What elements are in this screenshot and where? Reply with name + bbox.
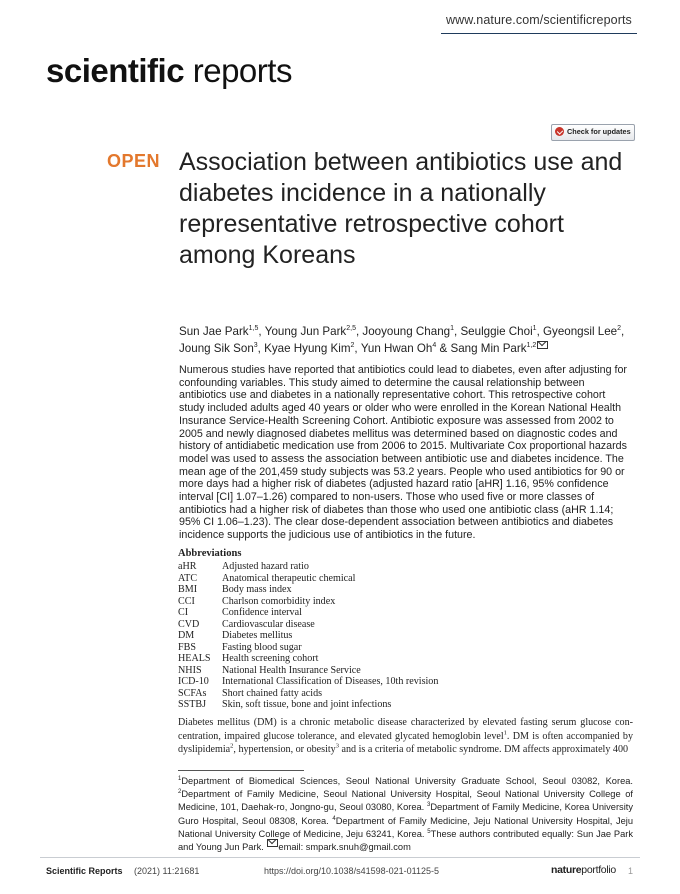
author: Gyeongsil Lee$^2$, bbox=[543, 325, 625, 338]
corresponding-email[interactable]: email: smpark.snuh@gmail.com bbox=[278, 842, 411, 853]
footer-doi-link[interactable]: https://doi.org/10.1038/s41598-021-01125-5 bbox=[264, 866, 439, 876]
author: Sun Jae Park$^{1,5}$, bbox=[179, 325, 265, 338]
citation-link[interactable]: 3 bbox=[335, 742, 339, 750]
abbreviation-row: BMI Body mass index bbox=[178, 584, 292, 595]
abbreviation-row: SSTBJ Skin, soft tissue, bone and joint infections bbox=[178, 699, 392, 710]
email-icon[interactable] bbox=[537, 341, 548, 349]
abbreviation-row: CI Confidence interval bbox=[178, 607, 302, 618]
footer-journal: Scientific Reports bbox=[46, 866, 123, 876]
abbreviation-row: FBS Fasting blood sugar bbox=[178, 641, 302, 653]
journal-url[interactable]: www.nature.com/scientificreports bbox=[446, 13, 632, 27]
nature-portfolio-logo: natureportfolio bbox=[551, 864, 616, 876]
abbreviation-row: DM Diabetes mellitus bbox=[178, 630, 293, 641]
author: Kyae Hyung Kim$^2$, bbox=[264, 342, 361, 355]
abbreviations-heading: Abbreviations bbox=[178, 548, 242, 559]
affiliations: $^1$Department of Biomedical Sciences, Seoul National University Graduate School, Seoul 03082, Korea. $^2$Department of Family Medicine, Seoul National University Hospital, Seoul National University College of Medicine, 101, Daehak-ro, Jongno-gu, Seoul 03080, Korea. $^3$Department of Family Medicine, Korea University Guro Hospital, Seoul 08308, Korea. $^4$Department of Family Medicine, Jeju National University Hospital, Jeju National University College of Medicine, Jeju 63241, Korea. $^5$These authors contributed equally: Sun Jae Park and Young Jun Park. email: smpark.snuh@gmail.com bbox=[178, 775, 634, 853]
article-title: Association between antibiotics use and diabetes incidence in a nationally representative retrospective cohort among Koreans bbox=[179, 148, 623, 269]
abbreviation-row: ATC Anatomical therapeutic chemical bbox=[178, 572, 356, 584]
email-icon bbox=[267, 839, 278, 847]
journal-logo bbox=[46, 52, 292, 90]
citation-link[interactable]: 1 bbox=[503, 729, 507, 737]
author-and: & bbox=[439, 342, 448, 355]
check-updates-icon bbox=[555, 127, 564, 136]
author: Seulggie Choi$^1$, bbox=[460, 325, 544, 338]
abbreviation-row: HEALS Health screening cohort bbox=[178, 653, 319, 664]
url-underline bbox=[441, 33, 637, 34]
citation-link[interactable]: 2 bbox=[230, 742, 234, 750]
abbreviation-row: SCFAs Short chained fatty acids bbox=[178, 687, 323, 699]
author: Joung Sik Son$^3$, bbox=[179, 342, 265, 355]
footer-divider bbox=[40, 857, 640, 858]
author: Jooyoung Chang$^1$, bbox=[362, 325, 461, 338]
author: Yun Hwan Oh$^4$ bbox=[360, 342, 437, 355]
abbreviation-row: aHR Adjusted hazard ratio bbox=[178, 561, 309, 572]
check-updates-label: Check for updates bbox=[567, 127, 631, 136]
abbreviation-row: CVD Cardiovascular disease bbox=[178, 618, 315, 630]
journal-logo-light: reports bbox=[192, 52, 292, 89]
author: Young Jun Park$^{2,5}$, bbox=[264, 325, 363, 338]
footer-citation: (2021) 11:21681 bbox=[134, 866, 200, 876]
abbreviation-row: NHIS National Health Insurance Service bbox=[178, 664, 361, 676]
check-updates-button[interactable] bbox=[551, 124, 635, 141]
journal-logo-bold: scientific bbox=[46, 52, 185, 89]
abbreviation-row: CCI Charlson comorbidity index bbox=[178, 595, 336, 607]
author-corresponding: Sang Min Park$^{1,2}$ bbox=[451, 342, 549, 355]
page-number: 1 bbox=[628, 866, 634, 876]
abstract: Numerous studies have reported that antibiotics could lead to diabetes, even after adjusting for confounding variables. This study aimed to determine the causal relationship between antibiotics use and diabetes in a nationally representative cohort. This retrospective cohort study included adults aged 40 years or older who were enrolled in the Korean National Health Insurance Service-Health Screening Cohort. Antibiotic exposure was assessed from 2002 to 2005 and newly diagnosed diabetes mellitus was determined based on diagnostic codes and history of antidiabetic medication use from 2006 to 2015. Multivariate Cox proportional hazards model was used to assess the association between antibiotic use and diabetes incidence. The mean age of the 201,459 study subjects was 53.2 years. People who used antibiotics for 90 or more days had a higher risk of diabetes (adjusted hazard ratio [aHR] 1.16, 95% confidence interval [CI] 1.07–1.26) compared to non-users. Those who used five or more classes of antibiotics had a higher risk of diabetes than those who used one antibiotic class (aHR 1.14; 95% CI 1.06–1.23). The clear dose-dependent association between antibiotics and diabetes incidence supports the judicious use of antibiotics in the future. bbox=[179, 364, 627, 542]
open-access-label: OPEN bbox=[107, 151, 161, 171]
abbreviations-table bbox=[178, 561, 438, 711]
abbreviation-row: ICD-10 International Classification of Diseases, 10th revision bbox=[178, 676, 439, 687]
intro-paragraph: Diabetes mellitus (DM) is a chronic metabolic disease characterized by elevated fasting serum glucose con-centration, impaired glucose tolerance, and elevated glycated hemoglobin level$^1$. DM is often accompanied by dyslipidemia$^2$, hypertension, or obesity$^3$ and is a criteria of metabolic syndrome. DM affects approximately 400 bbox=[178, 717, 633, 755]
affiliations-divider bbox=[178, 770, 304, 771]
author-list bbox=[179, 323, 639, 357]
